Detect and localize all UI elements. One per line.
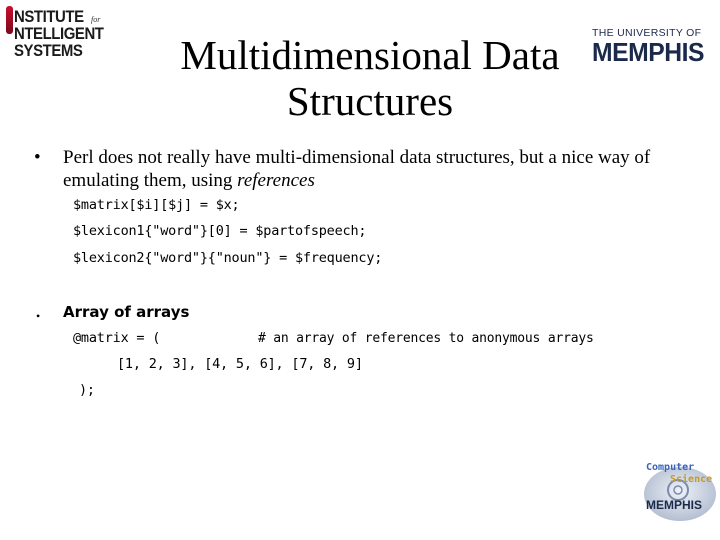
- code-matrix-open: @matrix = (: [73, 330, 161, 346]
- bullet-1-text-emph: references: [237, 170, 315, 191]
- logo-line-2: NTELLIGENT: [14, 24, 104, 43]
- cs-logo-line-1: Computer: [646, 462, 695, 473]
- code-line-lexicon2: $lexicon2{"word"}{"noun"} = $frequency;: [73, 250, 383, 266]
- code-line-matrix: $matrix[$i][$j] = $x;: [73, 197, 240, 213]
- logo-line-3: SYSTEMS: [14, 41, 83, 60]
- institute-logo: [2, 2, 114, 64]
- bullet-2-heading: Array of arrays: [63, 303, 190, 321]
- bullet-marker-2: •: [36, 309, 41, 323]
- cs-logo-line-3: MEMPHIS: [646, 498, 703, 512]
- code-line-lexicon1: $lexicon1{"word"}[0] = $partofspeech;: [73, 223, 367, 239]
- code-matrix-close: );: [79, 382, 95, 398]
- logo-line-1: NSTITUTE: [14, 7, 84, 26]
- logo-for: for: [91, 15, 101, 24]
- computer-science-logo: [640, 460, 718, 522]
- page-title: [120, 32, 620, 124]
- title-line-2: Structures: [286, 78, 454, 124]
- memphis-logo-small: THE UNIVERSITY OF: [592, 27, 702, 39]
- institute-i-icon: [6, 6, 13, 34]
- code-matrix-rows: [1, 2, 3], [4, 5, 6], [7, 8, 9]: [117, 356, 363, 372]
- bullet-1-text: [63, 146, 683, 192]
- memphis-logo-big: MEMPHIS: [592, 37, 704, 67]
- title-line-1: Multidimensional Data: [180, 32, 560, 78]
- bullet-marker-1: •: [34, 147, 41, 168]
- code-comment: # an array of references to anonymous arrays: [258, 331, 594, 346]
- cs-logo-line-2: Science: [670, 474, 713, 485]
- bullet-1-text-plain: Perl does not really have multi-dimensional data structures, but a nice way of emulating them, using: [63, 147, 651, 191]
